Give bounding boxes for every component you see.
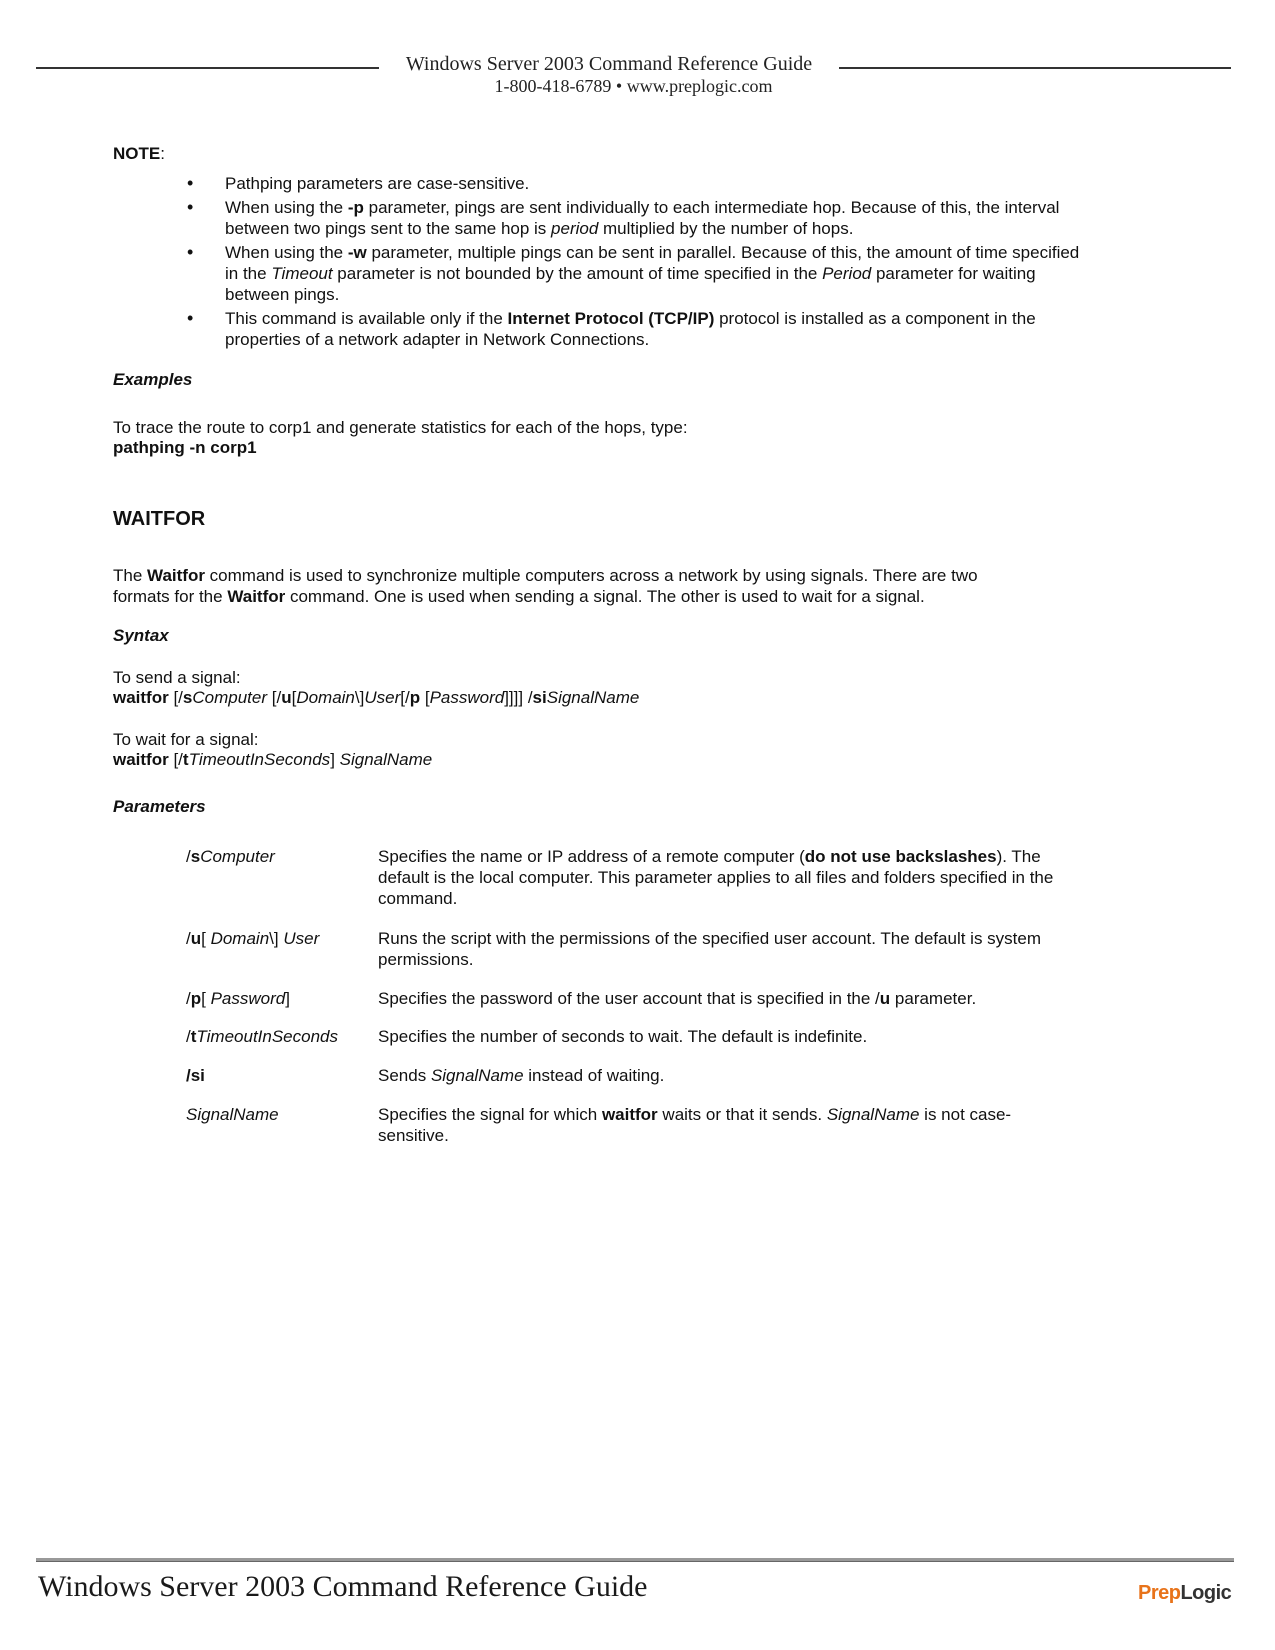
param-description: Sends SignalName instead of waiting. bbox=[378, 1066, 665, 1085]
note-item: • When using the -p parameter, pings are sent individually to each intermediate hop. Because of this, the interval between two pings sent to the same hop is period multiplied by the number of hops. bbox=[183, 197, 1083, 239]
examples-heading: Examples bbox=[113, 370, 193, 389]
header-title: Windows Server 2003 Command Reference Guide bbox=[405, 53, 813, 75]
note-label-line: NOTE: bbox=[113, 144, 165, 163]
param-name: SignalName bbox=[186, 1105, 279, 1124]
param-description: Specifies the password of the user account that is specified in the /u parameter. bbox=[378, 989, 977, 1008]
note-item: • When using the -w parameter, multiple pings can be sent in parallel. Because of this, the amount of time specified in the Timeout parameter is not bounded by the amount of time specified in the Period parameter for waiting between pings. bbox=[183, 242, 1083, 305]
examples-command: pathping -n corp1 bbox=[113, 438, 257, 457]
note-item: • This command is available only if the Internet Protocol (TCP/IP) protocol is installed as a component in the properties of a network adapter in Network Connections. bbox=[183, 308, 1083, 350]
wait-signal-syntax: waitfor [/tTimeoutInSeconds] SignalName bbox=[113, 750, 433, 769]
note-item: • Pathping parameters are case-sensitive. bbox=[183, 173, 1083, 194]
footer-title: Windows Server 2003 Command Reference Guide bbox=[38, 1570, 648, 1603]
param-name: /p[ Password] bbox=[186, 989, 290, 1008]
send-signal-syntax: waitfor [/sComputer [/u[Domain\]User[/p [Password]]]] /siSignalName bbox=[113, 688, 640, 707]
note-list bbox=[183, 173, 1083, 353]
param-description: Specifies the number of seconds to wait. The default is indefinite. bbox=[378, 1027, 868, 1046]
param-name: /si bbox=[186, 1066, 205, 1085]
footer-rule bbox=[36, 1558, 1234, 1562]
param-description: Runs the script with the permissions of the specified user account. The default is system permissions. bbox=[378, 929, 1041, 969]
syntax-heading: Syntax bbox=[113, 626, 169, 645]
examples-description: To trace the route to corp1 and generate statistics for each of the hops, type: bbox=[113, 418, 688, 437]
param-description: Specifies the signal for which waitfor waits or that it sends. SignalName is not case-sensitive. bbox=[378, 1105, 1012, 1145]
send-signal-label: To send a signal: bbox=[113, 668, 241, 687]
waitfor-intro: The Waitfor command is used to synchronize multiple computers across a network by using signals. There are two formats for the Waitfor command. One is used when sending a signal. The other is used to wait for a signal. bbox=[113, 566, 978, 606]
wait-signal-label: To wait for a signal: bbox=[113, 730, 259, 749]
note-label: NOTE bbox=[113, 144, 161, 163]
section-title-waitfor: WAITFOR bbox=[113, 508, 206, 530]
page-header bbox=[36, 50, 1231, 75]
preplogic-logo: PrepLogic bbox=[1138, 1582, 1232, 1604]
param-name: /tTimeoutInSeconds bbox=[186, 1027, 339, 1046]
header-rule-left bbox=[36, 67, 379, 69]
param-name: /sComputer bbox=[186, 847, 275, 866]
param-description: Specifies the name or IP address of a remote computer (do not use backslashes). The default is the local computer. This parameter applies to all files and folders specified in the command. bbox=[378, 847, 1054, 908]
header-contact: 1-800-418-6789 • www.preplogic.com bbox=[494, 76, 773, 96]
header-rule-right bbox=[839, 67, 1231, 69]
parameters-heading: Parameters bbox=[113, 797, 206, 816]
param-name: /u[ Domain\] User bbox=[186, 929, 320, 948]
